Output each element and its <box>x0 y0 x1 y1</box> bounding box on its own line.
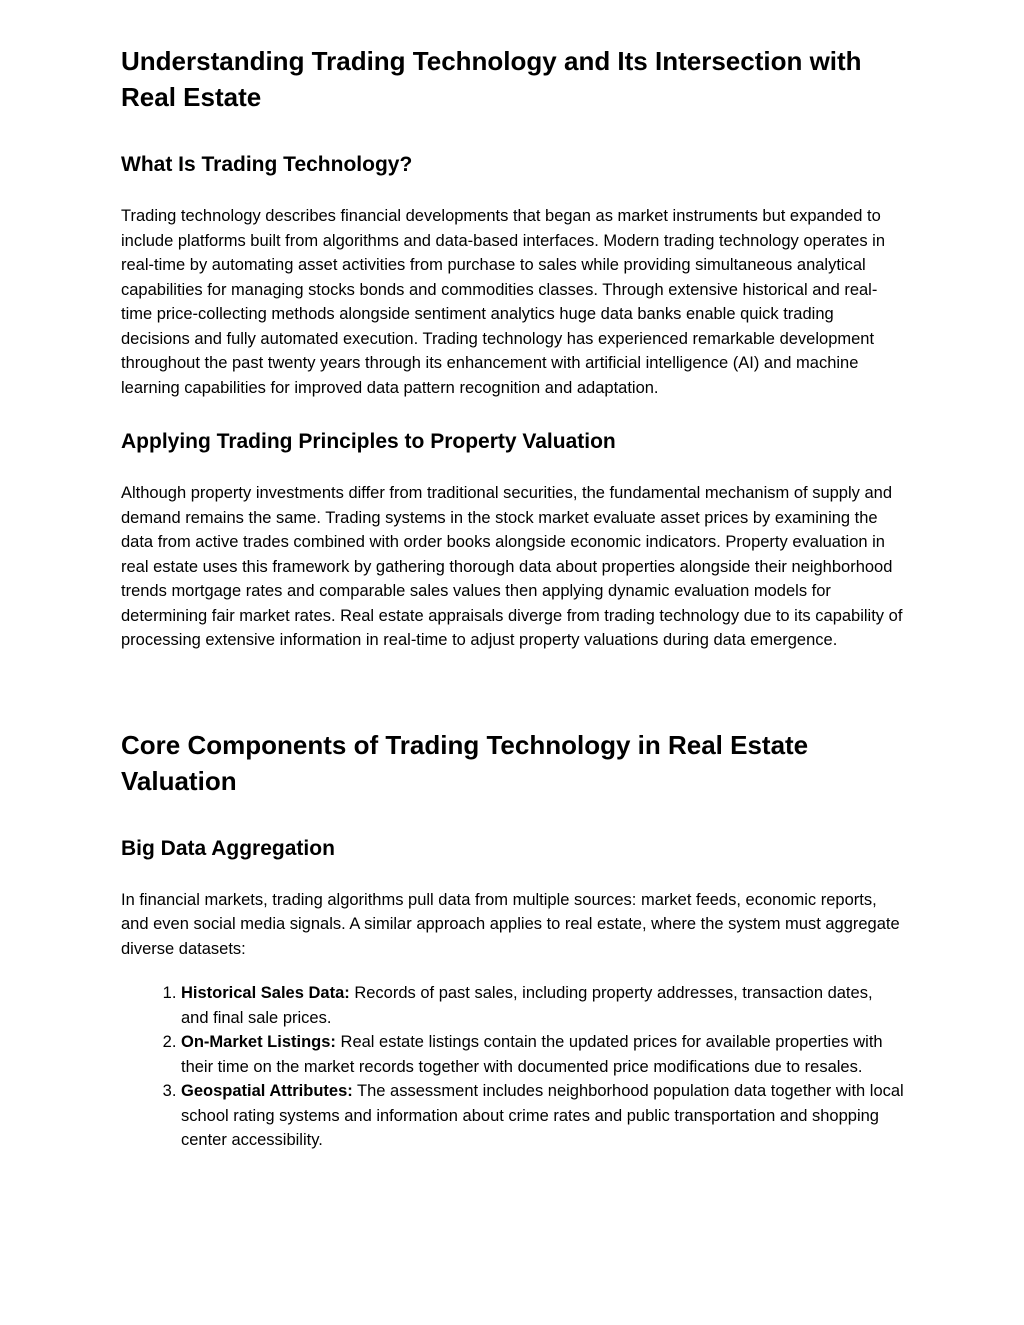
list-item-text: The assessment includes neighborhood population data together with local school rating systems and information about crime rates and public transportation and shopping center accessibility. <box>181 1082 904 1149</box>
list-item-text: Real estate listings contain the updated prices for available properties with their time on the market records together with documented price modifications due to resales. <box>181 1033 883 1076</box>
body-paragraph: Trading technology describes financial developments that began as market instruments but expanded to include platforms built from algorithms and data-based interfaces. Modern trading technology operates in real-time by automating asset activities from purchase to sales while providing simultaneous analytical capabilities for managing stocks bonds and commodities classes. Through extensive historical and real-time price-collecting methods alongside sentiment analytics huge data banks enable quick trading decisions and fully automated execution. Trading technology has experienced remarkable development throughout the past twenty years through its enhancement with artificial intelligence (AI) and machine learning capabilities for improved data pattern recognition and adaptation. <box>121 207 886 397</box>
section-title: Core Components of Trading Technology in Real Estate Valuation <box>121 729 809 796</box>
subsection-heading: Big Data Aggregation <box>121 836 335 860</box>
subsection-heading: Applying Trading Principles to Property Valuation <box>121 430 616 453</box>
list-item-label: Geospatial Attributes: <box>181 1082 353 1100</box>
numbered-list <box>121 981 904 1153</box>
list-item-label: On-Market Listings: <box>181 1033 336 1051</box>
body-paragraph: Although property investments differ from traditional securities, the fundamental mechanism of supply and demand remains the same. Trading systems in the stock market evaluate asset prices by examining the data from active trades combined with order books alongside economic indicators. Property evaluation in real estate uses this framework by gathering thorough data about properties alongside their neighborhood trends mortgage rates and comparable sales values then applying dynamic evaluation models for determining fair market rates. Real estate appraisals diverge from trading technology due to its capability of processing extensive information in real-time to adjust property valuations during data emergence. <box>121 484 903 649</box>
list-item <box>181 1030 904 1079</box>
section-title: Understanding Trading Technology and Its Intersection with Real Estate <box>121 46 862 112</box>
list-item-label: Historical Sales Data: <box>181 984 350 1002</box>
list-item <box>181 1079 904 1153</box>
subsection-heading: What Is Trading Technology? <box>121 153 413 176</box>
list-item-text: Records of past sales, including property addresses, transaction dates, and final sale prices. <box>181 984 873 1027</box>
body-paragraph: In financial markets, trading algorithms pull data from multiple sources: market feeds, economic reports, and even social media signals. A similar approach applies to real estate, where the system must aggregate diverse datasets: <box>121 890 900 958</box>
list-item <box>181 981 904 1030</box>
